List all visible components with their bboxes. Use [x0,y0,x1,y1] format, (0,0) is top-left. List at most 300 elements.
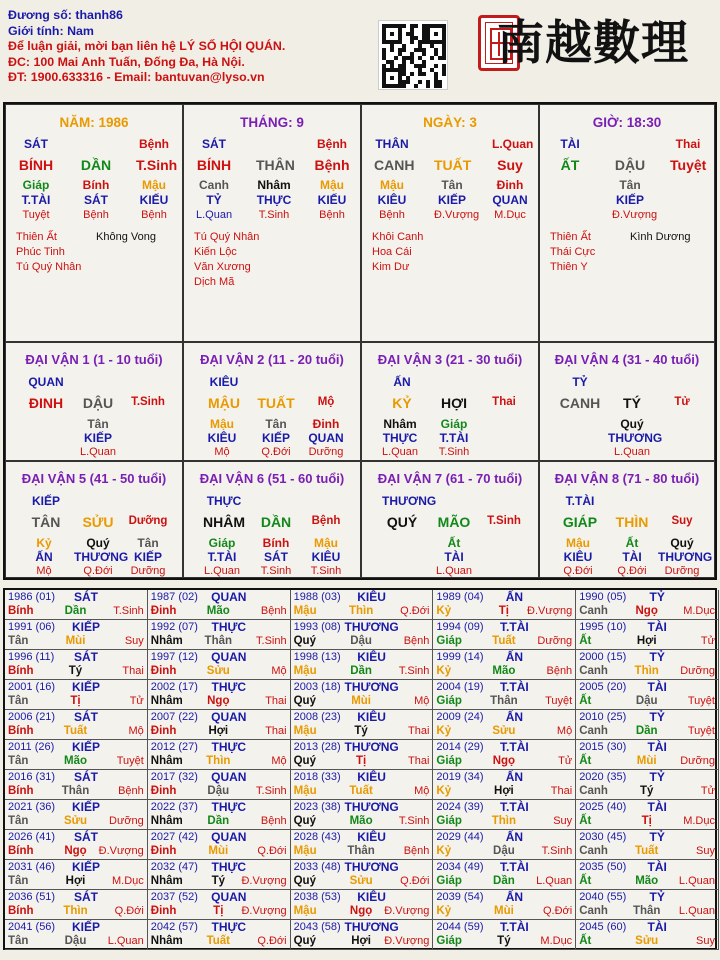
year-cell [291,590,434,620]
year-can: Mậu [293,665,317,677]
year-truong-sinh: M.Dục [112,875,144,887]
year-truong-sinh: Dưỡng [109,815,144,827]
year-sao: THỰC [211,740,247,754]
dai-van-truong-sinh: T.Sinh [487,515,521,527]
year-cell [291,680,434,710]
year-label: 2044 (59) [436,921,484,933]
year-truong-sinh: Suy [696,845,715,857]
tu-tru-grid [3,102,717,580]
year-label: 2004 (19) [436,681,484,693]
year-chi: Thân [632,905,661,917]
year-chi: Sửu [492,725,516,737]
pillar-text: Bệnh [379,209,405,221]
year-sao: KIÊU [357,890,386,904]
year-cell [433,800,576,830]
hidden-can: Mậu [314,536,338,550]
dai-van-chi: MÃO [437,514,471,530]
year-sao: THƯƠNG [344,740,399,754]
year-cell [148,620,291,650]
year-cell [576,860,719,890]
hidden-ts: Mộ [214,446,230,458]
year-sao: T.TÀI [500,920,529,934]
hidden-sao: T.TÀI [439,431,469,445]
hidden-ts: T.Sinh [438,446,470,458]
pillar-title: THÁNG: 9 [240,115,304,130]
year-label: 2027 (42) [150,831,198,843]
hidden-sao: ẤN [35,550,53,564]
year-truong-sinh: Tuyệt [545,695,573,707]
year-cell [5,830,148,860]
year-can: Mậu [293,845,317,857]
year-can: Mậu [293,725,317,737]
year-can: Tân [8,875,29,887]
hidden-can: Ất [447,536,461,550]
year-label: 1997 (12) [150,651,198,663]
year-chi: Thìn [63,905,88,917]
year-cell [5,710,148,740]
dai-van-sao: TỶ [572,375,588,389]
year-chi: Hợi [636,635,657,647]
dai-van-can: TÂN [31,514,61,530]
year-cell [433,590,576,620]
year-label: 1987 (02) [150,591,198,603]
year-can: Bính [8,845,34,857]
year-chi: Dần [635,725,658,737]
year-can: Nhâm [150,815,183,827]
year-sao: QUAN [211,890,247,904]
shensha-star: Thiên Ất [550,231,591,243]
year-sao: T.TÀI [500,740,529,754]
pillar-text: Canh [199,178,229,192]
year-cell [576,590,719,620]
year-label: 2014 (29) [436,741,484,753]
year-chi: Hợi [208,725,229,737]
year-can: Nhâm [150,755,183,767]
year-truong-sinh: T.Sinh [541,845,573,857]
dai-van-truong-sinh: T.Sinh [131,396,165,408]
year-truong-sinh: Đ.Vượng [241,875,287,887]
year-sao: KIẾP [71,680,100,694]
year-chi: Thân [490,695,518,707]
pillar-text: DẬU [614,157,646,173]
pillar-text: Mậu [142,178,166,192]
hidden-sao: KIẾP [133,550,162,564]
year-truong-sinh: Suy [553,815,573,827]
year-cell [291,830,434,860]
dai-van-truong-sinh: Suy [671,515,693,527]
shensha-star: Thiên Y [550,261,588,273]
year-sao: T.TÀI [500,800,529,814]
year-label: 2009 (24) [436,711,484,723]
year-label: 2045 (60) [579,921,627,933]
year-chi: Hợi [494,785,514,797]
pillar-text: Tân [441,178,463,192]
year-chi: Thân [204,635,233,647]
dai-van-chi: DẦN [260,514,292,530]
year-label: 2032 (47) [150,861,198,873]
pillar-text: Đ.Vượng [612,209,658,221]
hidden-ts: Mộ [36,565,52,577]
dai-van-can: GIÁP [562,514,598,530]
pillar-text: BÍNH [196,157,232,173]
year-can: Bính [8,725,34,737]
hidden-sao: THỰC [382,431,418,445]
pillar-text: Đ.Vượng [434,209,480,221]
year-sao: THƯƠNG [344,620,399,634]
year-cell [148,770,291,800]
year-chi: Tị [641,815,652,827]
dai-van-truong-sinh: Thai [492,396,516,408]
year-can: Kỷ [436,605,452,617]
year-can: Nhâm [150,875,183,887]
dai-van-can: KỶ [392,395,412,411]
hidden-sao: THƯƠNG [608,431,663,445]
hidden-sao: SÁT [264,550,288,564]
year-cell [291,710,434,740]
year-truong-sinh: Tử [700,785,715,797]
year-label: 2033 (48) [293,861,341,873]
dai-van-title: ĐẠI VẬN 1 (1 - 10 tuổi) [25,352,163,367]
year-sao: THỰC [211,620,247,634]
pillar-text: Mậu [320,178,344,192]
year-truong-sinh: T.Sinh [113,605,144,617]
year-cell [148,710,291,740]
hidden-can: Kỷ [36,536,52,550]
year-can: Kỷ [436,845,452,857]
year-chi: Mùi [351,695,371,707]
year-label: 2041 (56) [8,921,56,933]
year-chi: Mão [349,815,373,827]
year-sao: TỶ [649,650,665,664]
hidden-ts: Q.Đới [563,565,593,577]
year-label: 2025 (40) [579,801,627,813]
year-label: 2024 (39) [436,801,484,813]
hidden-ts: T.Sinh [260,565,292,577]
year-truong-sinh: L.Quan [678,905,715,917]
year-chi: Mão [206,605,230,617]
year-can: Canh [579,605,608,617]
year-truong-sinh: Dưỡng [537,635,573,647]
pillar-cell [361,104,539,342]
year-cell [576,800,719,830]
year-cell [148,740,291,770]
year-sao: TỶ [649,710,665,724]
user-value: thanh86 [75,8,123,22]
year-cell [576,680,719,710]
shensha-star: Kim Dư [372,261,410,273]
year-label: 2038 (53) [293,891,341,903]
year-truong-sinh: Thai [265,695,287,707]
dai-van-chi: TUẤT [257,395,295,411]
year-can: Canh [579,665,608,677]
year-label: 2019 (34) [436,771,484,783]
address-line: ĐC: 100 Mai Anh Tuấn, Đống Đa, Hà Nội. [8,54,245,69]
year-sao: TÀI [647,740,667,754]
pillar-title: GIỜ: 18:30 [592,115,662,130]
year-truong-sinh: Tuyệt [687,725,715,737]
year-chi: Tý [68,665,83,677]
hidden-ts: T.Sinh [310,565,342,577]
hidden-can: Tân [137,536,159,550]
pillar-text: THỰC [256,193,292,207]
year-chi: Tuất [63,725,88,737]
year-chi: Tị [213,905,224,917]
shensha-star: Tú Quý Nhân [194,231,260,243]
year-label: 2018 (33) [293,771,341,783]
year-cell [291,740,434,770]
year-sao: ẤN [505,710,524,724]
year-label: 2013 (28) [293,741,341,753]
year-label: 2039 (54) [436,891,484,903]
year-can: Mậu [293,905,317,917]
pillar-text: KIẾU [317,193,347,207]
year-can: Quý [293,935,316,947]
hidden-sao: KIÊU [563,550,593,564]
hidden-ts: L.Quan [203,565,241,577]
year-chi: Tuất [634,845,659,857]
year-chi: Ngọ [207,695,230,707]
year-chi: Dậu [64,935,87,947]
year-chi: Hợi [351,935,371,947]
year-sao: TỶ [649,890,665,904]
year-truong-sinh: T.Sinh [398,815,430,827]
hidden-sao: KIẾP [83,431,112,445]
year-cell [5,860,148,890]
year-can: Mậu [293,605,317,617]
year-can: Ất [579,755,592,767]
year-chi: Thìn [491,815,517,827]
hidden-sao: TÀI [622,550,642,564]
year-cell [576,920,719,950]
pillar-text: T.Sinh [258,209,290,221]
year-label: 1999 (14) [436,651,484,663]
year-cell [576,740,719,770]
year-chi: Tuất [492,635,516,647]
year-label: 2015 (30) [579,741,627,753]
pillar-text: KIẾP [437,193,466,207]
year-cell [148,890,291,920]
pillar-text: ẤT [560,157,580,173]
year-can: Đinh [150,605,177,617]
year-can: Bính [8,605,34,617]
year-sao: KIẾP [71,740,100,754]
year-cell [5,890,148,920]
dai-van-truong-sinh: Tử [674,396,690,408]
annual-luck-table [3,588,717,950]
dai-van-chi: DẬU [82,395,114,411]
year-sao: KIÊU [357,770,386,784]
year-truong-sinh: Đ.Vượng [527,605,573,617]
year-chi: Tị [70,695,81,707]
year-cell [576,770,719,800]
year-truong-sinh: Bệnh [118,785,144,797]
year-cell [291,890,434,920]
pillar-text: Giáp [22,178,50,192]
year-truong-sinh: Mộ [414,695,430,707]
year-sao: TÀI [647,920,667,934]
hidden-ts: L.Quan [435,565,473,577]
year-truong-sinh: Tử [558,755,573,767]
year-cell [576,830,719,860]
hidden-ts: Q.Đới [83,565,113,577]
pillar-title: NGÀY: 3 [423,115,477,130]
pillar-text: T.Sinh [136,157,178,173]
hidden-can: Đinh [312,417,340,431]
pillar-text: Đinh [496,178,524,192]
dai-van-sao: THƯƠNG [382,494,437,508]
year-label: 2022 (37) [150,801,198,813]
dai-van-title: ĐẠI VẬN 6 (51 - 60 tuổi) [199,471,345,486]
year-cell [433,620,576,650]
year-sao: TÀI [647,680,667,694]
year-truong-sinh: Tuyệt [687,695,715,707]
year-cell [148,680,291,710]
hidden-ts: L.Quan [79,446,117,458]
brand-logo: 南越數理 [497,16,689,71]
hidden-ts: Dưỡng [130,565,166,577]
year-label: 2023 (38) [293,801,341,813]
year-chi: Dậu [207,785,230,797]
year-cell [576,710,719,740]
year-truong-sinh: Thai [407,755,430,767]
year-chi: Mùi [208,845,229,857]
year-sao: QUAN [211,710,247,724]
qr-code-icon[interactable] [378,20,448,90]
year-chi: Ngọ [64,845,87,857]
year-label: 2042 (57) [150,921,198,933]
dai-van-sao: ẤN [393,375,411,389]
year-label: 2002 (17) [150,681,198,693]
dai-van-cell [361,461,539,578]
year-can: Tân [8,635,29,647]
shensha-star: Dịch Mã [194,276,235,288]
pillar-text: KIẾU [139,193,169,207]
pillar-text: Bệnh [139,137,169,151]
year-truong-sinh: Dưỡng [680,665,715,677]
dai-van-title: ĐẠI VẬN 2 (11 - 20 tuổi) [200,352,344,367]
year-cell [433,860,576,890]
hidden-ts: Q.Đới [261,446,291,458]
year-label: 2012 (27) [150,741,198,753]
year-sao: KIẾP [71,620,100,634]
year-label: 1996 (11) [8,651,55,663]
pillar-text: Nhâm [257,178,291,192]
year-can: Tân [8,815,29,827]
dai-van-cell [539,461,715,578]
year-sao: THƯƠNG [344,800,399,814]
year-chi: Tị [498,605,509,617]
gender-value: Nam [67,23,94,38]
year-can: Nhâm [150,635,183,647]
year-label: 2020 (35) [579,771,627,783]
year-truong-sinh: M.Dục [540,935,573,947]
year-chi: Ngọ [635,605,658,617]
year-sao: ẤN [505,890,524,904]
dai-van-can: CANH [559,395,601,411]
year-label: 1986 (01) [8,591,56,603]
pillar-text: THÂN [256,157,295,173]
year-chi: Tý [354,725,368,737]
year-label: 2011 (26) [8,741,55,753]
year-can: Nhâm [150,695,183,707]
dai-van-title: ĐẠI VẬN 7 (61 - 70 tuổi) [377,471,523,486]
year-chi: Thân [61,785,90,797]
year-chi: Sửu [206,665,230,677]
year-label: 2010 (25) [579,711,627,723]
dai-van-title: ĐẠI VẬN 3 (21 - 30 tuổi) [377,352,523,367]
year-chi: Mùi [636,755,657,767]
dai-van-cell [539,342,715,461]
dai-van-sao: KIẾP [31,494,60,508]
gender-label: Giới tính: [8,23,64,38]
hidden-can: Nhâm [383,417,417,431]
pillar-text: Bệnh [319,209,345,221]
dai-van-can: NHÂM [203,514,245,530]
pillar-cell [183,104,361,342]
year-can: Ất [579,815,592,827]
year-label: 2007 (22) [150,711,198,723]
year-cell [148,830,291,860]
year-cell [433,710,576,740]
hidden-sao: TÀI [444,550,464,564]
dai-van-sao: T.TÀI [565,494,595,508]
year-sao: TỶ [649,590,665,604]
shensha-extra: Không Vong [96,231,156,243]
year-truong-sinh: L.Quan [536,875,573,887]
year-truong-sinh: T.Sinh [398,665,430,677]
year-sao: T.TÀI [500,680,529,694]
year-chi: Thân [347,845,375,857]
year-cell [5,770,148,800]
hidden-ts: Q.Đới [617,565,647,577]
hidden-sao: QUAN [308,431,344,445]
year-can: Giáp [436,935,462,947]
dai-van-can: MẬU [208,395,240,411]
year-truong-sinh: Tử [129,695,144,707]
user-label: Đương số: [8,8,72,22]
year-truong-sinh: Mộ [271,665,287,677]
pillar-text: Bính [82,178,110,192]
year-truong-sinh: Suy [124,635,144,647]
year-can: Canh [579,785,608,797]
dai-van-truong-sinh: Bệnh [311,515,341,527]
year-can: Đinh [150,905,177,917]
year-sao: TỶ [649,830,665,844]
hidden-can: Quý [670,536,694,550]
year-cell [576,650,719,680]
year-can: Quý [293,755,316,767]
year-can: Tân [8,935,29,947]
year-label: 2006 (21) [8,711,56,723]
year-sao: KIẾP [71,920,100,934]
pillar-text: L.Quan [492,137,534,151]
year-can: Canh [579,905,608,917]
shensha-star: Tú Quý Nhân [16,261,82,273]
pillar-text: Thai [675,137,701,151]
dai-van-sao: QUAN [28,375,64,389]
year-chi: Mão [64,755,87,767]
year-truong-sinh: Bệnh [403,635,430,647]
pillar-text: SÁT [84,193,108,207]
year-truong-sinh: Q.Đới [257,935,287,947]
pillar-cell [539,104,715,342]
year-can: Giáp [436,755,462,767]
year-label: 2037 (52) [150,891,198,903]
dai-van-cell [183,342,361,461]
year-chi: Mão [492,665,516,677]
year-sao: SÁT [74,770,98,784]
year-truong-sinh: Q.Đới [542,905,573,917]
